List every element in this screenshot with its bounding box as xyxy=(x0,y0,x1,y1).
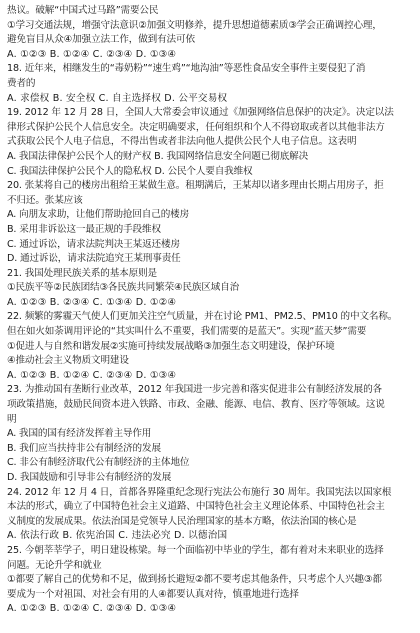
q17-statements: ①学习交通法规，增强守法意识②加强文明修养，提升思想道德素质③学会正确调控心理， xyxy=(7,19,382,31)
q25-statements-cont: 要成为一个对祖国、对社会有用的人④都要认真对待，慎重地进行选择 xyxy=(7,588,299,600)
q18-stem: 18. 近年来，相继发生的“毒奶粉”“速生鸡”“地沟油”等恶性食品安全事件主要侵犯了消 xyxy=(7,63,366,75)
q20-option-b: B. 采用非诉讼这一最正规的手段维权 xyxy=(7,223,161,235)
q22-options: A. ①②③ B. ①②④ C. ②③④ D. ①③④ xyxy=(7,369,177,381)
q17-stem-tail: 热议。破解“中国式过马路”需要公民 xyxy=(7,5,159,16)
q23-option-c: C. 非公有制经济取代公有制经济的主体地位 xyxy=(7,457,190,469)
q20-stem-cont: 不归还。张某应该 xyxy=(7,194,83,206)
q24-options: A. 依法行政 B. 依宪治国 C. 违法必究 D. 以德治国 xyxy=(7,530,228,542)
q18-stem-cont: 费者的 xyxy=(7,77,36,89)
q18-options: A. 求偿权 B. 安全权 C. 自主选择权 D. 公平交易权 xyxy=(7,92,228,104)
q25-stem-cont: 问题。无论升学和就业 xyxy=(7,559,102,571)
q22-stem: 22. 频繁的雾霾天气使人们更加关注空气质量，并在讨论 PM1、PM2.5、PM10 的中文名称。 xyxy=(7,311,398,323)
q17-options: A. ①②③ B. ①②④ C. ②③④ D. ①③④ xyxy=(7,48,177,60)
q21-stem: 21. 我国处理民族关系的基本原则是 xyxy=(7,267,157,279)
q25-statements: ①都要了解自己的优势和不足，做到扬长避短②都不要考虑其他条件，只考虑个人兴趣③都 xyxy=(7,574,382,586)
q17-statements-cont: 避免盲目从众④加强立法工作，做到有法可依 xyxy=(7,34,195,46)
q19-stem-cont-1: 律形式保护公民个人信息安全。决定明确要求，任何组织和个人不得窃取或者以其他非法方 xyxy=(7,121,385,133)
q19-stem-cont-2: 式获取公民个人电子信息，不得出售或者非法向他人提供公民个人电子信息。这表明 xyxy=(7,136,357,148)
q22-statements: ①促进人与自然和谐发展②实施可持续发展战略③加强生态文明建设，保护环境 xyxy=(7,340,335,352)
q22-stem-cont: 但在如火如荼调用评论的“其实叫什么不重要，我们需要的是蓝天”。实现“蓝天梦”需要 xyxy=(7,326,367,338)
q22-statements-cont: ④推动社会主义物质文明建设 xyxy=(7,355,129,367)
q25-stem: 25. 今朝莘莘学子，明日建设栋梁。每一个面临初中毕业的学生，都有着对未来职业的选择 xyxy=(7,544,384,556)
q23-stem-cont-2: 明 xyxy=(7,413,17,425)
q23-stem: 23. 为推动国有垄断行业改革，2012 年我国进一步完善和落实促进非公有制经济发展的各 xyxy=(7,384,382,396)
q23-stem-cont-1: 项政策措施，鼓励民间资本进入铁路、市政、金融、能源、电信、教育、医疗等领域。这说 xyxy=(7,399,385,411)
q23-option-a: A. 我国的国有经济发挥着主导作用 xyxy=(7,428,152,440)
q20-option-c: C. 通过诉讼，请求法院判决王某返还楼房 xyxy=(7,238,180,250)
q20-option-d: D. 通过诉讼，请求法院追究王某刑事责任 xyxy=(7,253,181,265)
q20-option-a: A. 向朋友求助，让他们帮助抢回自己的楼房 xyxy=(7,209,190,221)
q21-options: A. ①②③ B. ②③④ C. ①③④ D. ①②④ xyxy=(7,296,177,308)
q19-stem: 19. 2012 年 12 月 28 日，全国人大常委会审议通过《加强网络信息保护的决定》。决定以法 xyxy=(7,107,394,119)
q24-stem-cont-2: 义制度的发展成果。依法治国是党领导人民治理国家的基本方略，依法治国的核心是 xyxy=(7,515,357,527)
q24-stem: 24. 2012 年 12 月 4 日，首都各界隆重纪念现行宪法公布施行 30 周年。我国宪法以国家根 xyxy=(7,486,392,498)
q21-statements: ①民族平等②民族团结③各民族共同繁荣④民族区域自治 xyxy=(7,282,240,294)
q19-options-cd: C. 我国法律保护公民个人的隐私权 D. 公民个人要自我维权 xyxy=(7,165,253,177)
q25-options: A. ①②③ B. ①②④ C. ②③④ D. ①③④ xyxy=(7,603,177,615)
q24-stem-cont-1: 本法的形式，确立了中国特色社会主义道路、中国特色社会主义理论体系、中国特色社会主 xyxy=(7,501,385,513)
q20-stem: 20. 张某将自己的楼房出租给王某做生意。租期满后，王某却以诸多理由长期占用房子，拒 xyxy=(7,180,384,192)
q23-option-b: B. 我们应当扶持非公有制经济的发展 xyxy=(7,442,161,454)
q23-option-d: D. 我国鼓励和引导非公有制经济的发展 xyxy=(7,472,172,483)
q19-options-ab: A. 我国法律保护公民个人的财产权 B. 我国网络信息安全问题已彻底解决 xyxy=(7,150,309,162)
